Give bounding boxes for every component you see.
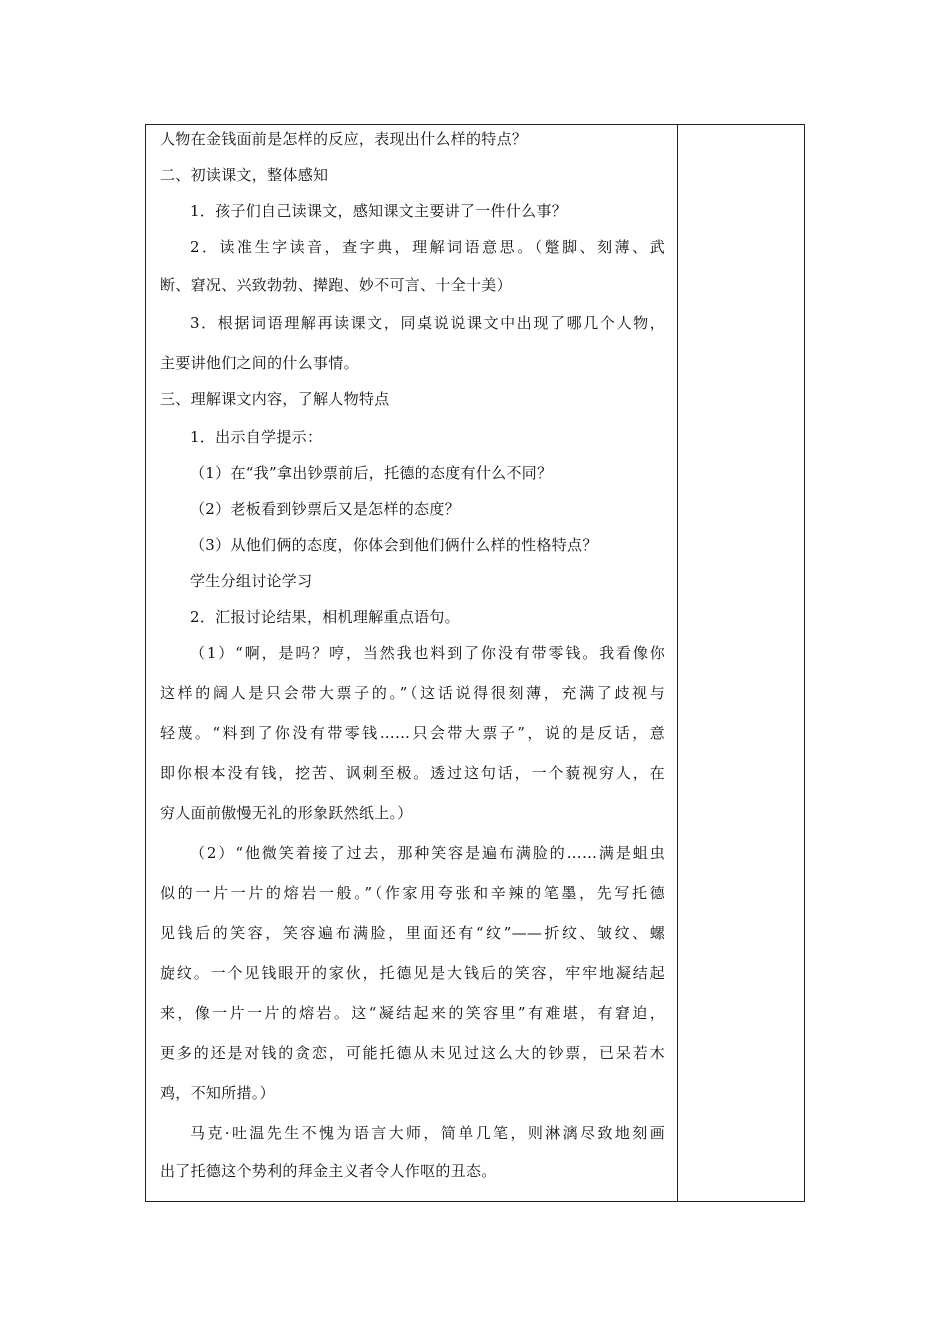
section-heading: 三、理解课文内容，了解人物特点 bbox=[160, 390, 390, 408]
text-line: 旋纹。一个见钱眼开的家伙，托德见是大钱后的笑容，牢牢地凝结起 bbox=[160, 964, 665, 982]
text-line: 即你根本没有钱，挖苦、讽刺至极。透过这句话，一个藐视穷人，在 bbox=[160, 764, 665, 782]
text-line: 来，像一片一片的熔岩。这“凝结起来的笑容里”有难堪，有窘迫， bbox=[160, 1004, 665, 1022]
lesson-table bbox=[145, 124, 805, 1202]
text-line: 似的一片一片的熔岩一般。”（作家用夸张和辛辣的笔墨，先写托德 bbox=[160, 884, 665, 902]
text-line: 学生分组讨论学习 bbox=[190, 572, 313, 590]
text-line: 主要讲他们之间的什么事情。 bbox=[160, 354, 359, 372]
column-divider bbox=[677, 125, 678, 1201]
text-line: 这样的阔人是只会带大票子的。”（这话说得很刻薄，充满了歧视与 bbox=[160, 684, 665, 702]
text-line: 穷人面前傲慢无礼的形象跃然纸上。） bbox=[160, 804, 413, 822]
text-line: 2．汇报讨论结果，相机理解重点语句。 bbox=[190, 608, 460, 626]
text-line: 见钱后的笑容，笑容遍布满脸，里面还有“纹”——折纹、皱纹、螺 bbox=[160, 924, 665, 942]
text-line: 人物在金钱面前是怎样的反应，表现出什么样的特点？ bbox=[160, 130, 528, 148]
text-line: （2）老板看到钞票后又是怎样的态度？ bbox=[190, 500, 460, 518]
text-line: （1）在“我”拿出钞票前后，托德的态度有什么不同？ bbox=[190, 464, 553, 482]
text-line: （2）“他微笑着接了过去，那种笑容是遍布满脸的……满是蛆虫 bbox=[190, 844, 665, 862]
text-line: 断、窘况、兴致勃勃、撵跑、妙不可言、十全十美） bbox=[160, 276, 512, 294]
text-line: 轻蔑。“料到了你没有带零钱……只会带大票子”，说的是反话，意 bbox=[160, 724, 665, 742]
text-line: 1．孩子们自己读课文，感知课文主要讲了一件什么事？ bbox=[190, 202, 568, 220]
text-line: 出了托德这个势利的拜金主义者令人作呕的丑态。 bbox=[160, 1162, 497, 1180]
text-line: 2．读准生字读音，查字典，理解词语意思。（蹩脚、刻薄、武 bbox=[190, 238, 665, 256]
section-heading: 二、初读课文，整体感知 bbox=[160, 166, 329, 184]
text-line: 马克·吐温先生不愧为语言大师，简单几笔，则淋漓尽致地刻画 bbox=[190, 1124, 665, 1142]
text-line: （1）“啊，是吗？哼，当然我也料到了你没有带零钱。我看像你 bbox=[190, 644, 665, 662]
text-line: （3）从他们俩的态度，你体会到他们俩什么样的性格特点？ bbox=[190, 536, 598, 554]
text-line: 更多的还是对钱的贪恋，可能托德从未见过这么大的钞票，已呆若木 bbox=[160, 1044, 665, 1062]
text-line: 鸡，不知所措。） bbox=[160, 1084, 275, 1102]
text-line: 1．出示自学提示： bbox=[190, 428, 323, 446]
text-line: 3．根据词语理解再读课文，同桌说说课文中出现了哪几个人物， bbox=[190, 314, 665, 332]
